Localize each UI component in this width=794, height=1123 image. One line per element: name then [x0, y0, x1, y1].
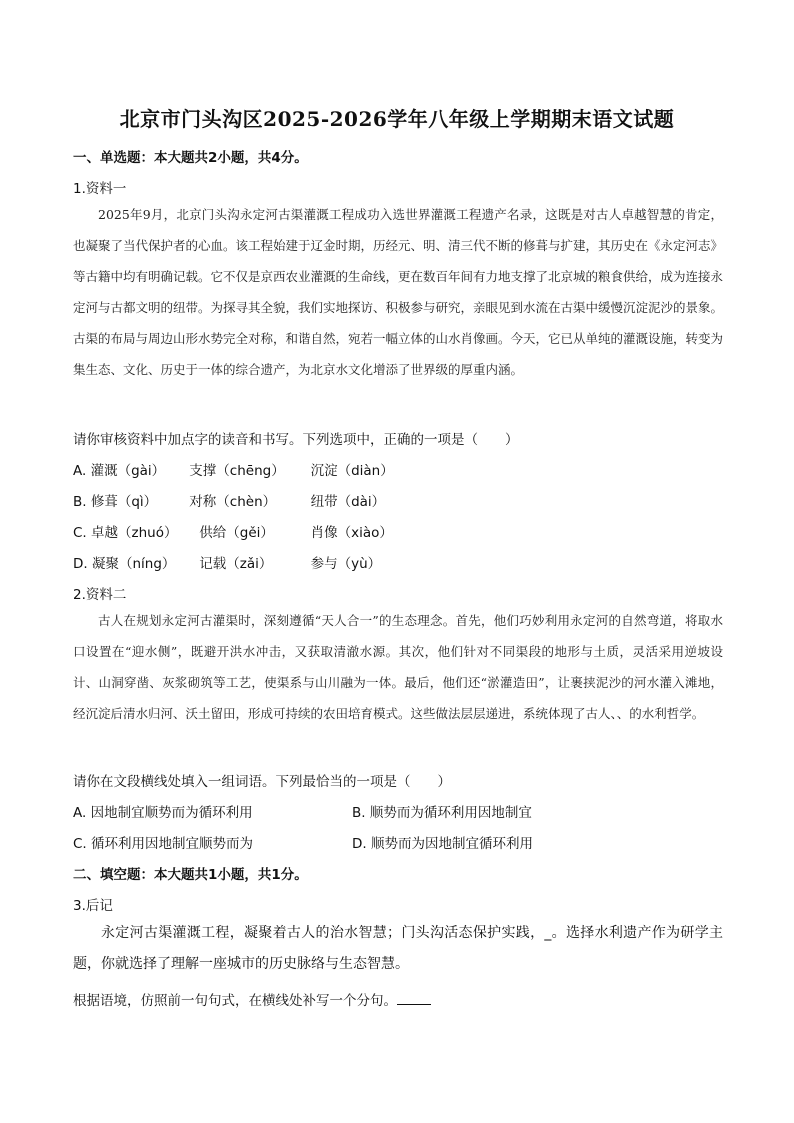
question-2-passage: 古人在规划永定河古灌渠时，深刻遵循“天人合一”的生态理念。首先，他们巧妙利用永定河的自然弯道，将取水口设置在“迎水侧”，既避开洪水冲击，又获取清澈水源。其次，他们针对不同渠段的地形与土质，灵活采用逆坡设计、山洞穿凿、灰浆砌筑等工艺，使渠系与山川融为一体。最后，他们还“淤灌造田”，让裹挟泥沙的河水灌入滩地，经沉淀后清水归河、沃土留田，形成可持续的农田培育模式。这些做法层层递进，系统体现了古人、、的水利哲学。: [73, 613, 723, 721]
option-d-word-1: D. 凝聚（níng）: [73, 556, 176, 572]
question-2-option-b[interactable]: B. 顺势而为循环利用因地制宜: [352, 805, 532, 821]
question-1-prompt: 请你审核资料中加点字的读音和书写。下列选项中，正确的一项是（ ）: [73, 432, 519, 448]
option-d-word-2: 记载（zǎi）: [199, 556, 273, 572]
question-2-prompt: 请你在文段横线处填入一组词语。下列最恰当的一项是（ ）: [73, 774, 451, 790]
question-1-option-a[interactable]: [73, 459, 394, 479]
question-2-option-d[interactable]: D. 顺势而为因地制宜循环利用: [352, 836, 533, 852]
option-b-word-3: 纽带（dài）: [310, 494, 386, 510]
option-c-word-2: 供给（gěi）: [199, 525, 274, 541]
answer-blank[interactable]: [397, 1003, 431, 1005]
question-2-label: 2.资料二: [73, 587, 127, 603]
question-1-option-d[interactable]: [73, 552, 381, 572]
option-a-word-1: A. 灌溉（gài）: [73, 463, 166, 479]
question-3-passage: 永定河古渠灌溉工程，凝聚着古人的治水智慧；门头沟活态保护实践，_。选择水利遗产作为研学主题，你就选择了理解一座城市的历史脉络与生态智慧。: [73, 925, 723, 972]
question-2-option-c[interactable]: C. 循环利用因地制宜顺势而为: [73, 836, 254, 852]
option-c-word-3: 肖像（xiào）: [310, 525, 393, 541]
option-b-word-1: B. 修葺（qì）: [73, 494, 158, 510]
page-title: 北京市门头沟区2025-2026学年八年级上学期期末语文试题: [119, 107, 675, 131]
option-d-word-3: 参与（yù）: [310, 556, 382, 572]
option-c-word-1: C. 卓越（zhuó）: [73, 525, 178, 541]
section-heading-fill-in: 二、填空题：本大题共1小题，共1分。: [73, 867, 308, 883]
question-3-prompt-text: 根据语境，仿照前一句句式，在横线处补写一个分句。: [73, 993, 397, 1009]
question-2-option-a[interactable]: A. 因地制宜顺势而为循环利用: [73, 805, 253, 821]
question-1-option-c[interactable]: [73, 521, 393, 541]
option-a-word-3: 沉淀（diàn）: [310, 463, 394, 479]
question-1-passage: 2025年9月，北京门头沟永定河古渠灌溉工程成功入选世界灌溉工程遗产名录，这既是对古人卓越智慧的肯定，也凝聚了当代保护者的心血。该工程始建于辽金时期，历经元、明、清三代不断的修葺与扩建，其历史在《永定河志》等古籍中均有明确记载。它不仅是京西农业灌溉的生命线，更在数百年间有力地支撑了北京城的粮食供给，成为连接永定河与古都文明的纽带。为探寻其全貌，我们实地探访、积极参与研究，亲眼见到水流在古渠中缓慢沉淀泥沙的景象。古渠的布局与周边山形水势完全对称，和谐自然，宛若一幅立体的山水肖像画。今天，它已从单纯的灌溉设施，转变为集生态、文化、历史于一体的综合遗产，为北京水文化增添了世界级的厚重内涵。: [73, 207, 724, 377]
option-a-word-2: 支撑（chēng）: [189, 463, 285, 479]
question-1-option-b[interactable]: [73, 490, 385, 510]
option-b-word-2: 对称（chèn）: [189, 494, 277, 510]
section-heading-single-choice: 一、单选题：本大题共2小题，共4分。: [73, 150, 308, 166]
question-1-label: 1.资料一: [73, 181, 127, 197]
question-3-prompt: [73, 989, 431, 1009]
question-3-label: 3.后记: [73, 898, 113, 914]
